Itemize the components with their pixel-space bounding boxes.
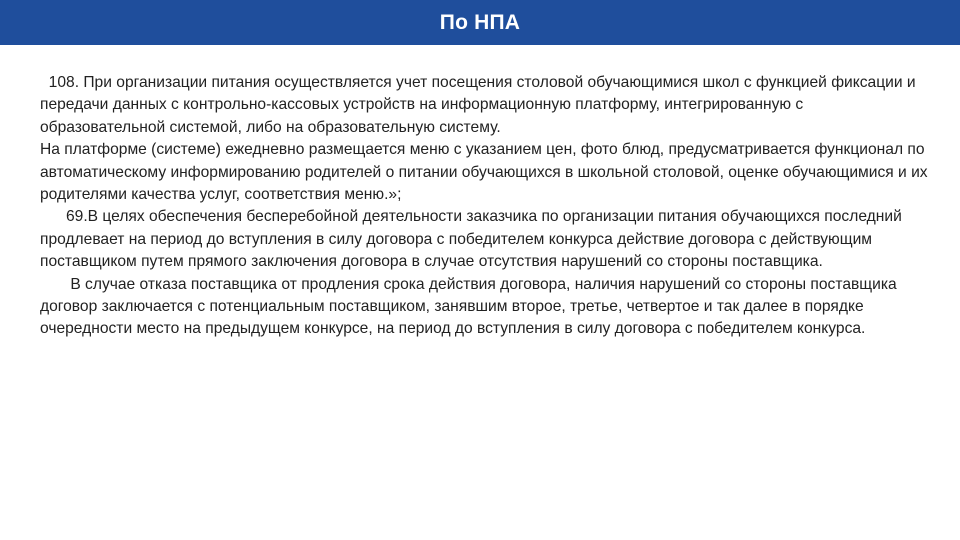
slide-body-text bbox=[40, 72, 930, 341]
slide-title: По НПА bbox=[439, 10, 521, 34]
slide-header-bar bbox=[0, 0, 960, 45]
paragraph-69: 69.В целях обеспечения бесперебойной деятельности заказчика по организации питания обучающихся последний продлевает на период до вступления в силу договора с победителем конкурса действие договора с действующим поставщиком путем прямого заключения договора в случае отсутствия нарушений со стороны поставщика. bbox=[40, 208, 907, 271]
paragraph-supplier-refusal: В случае отказа поставщика от продления срока действия договора, наличия нарушений со стороны поставщика договор заключается с потенциальным поставщиком, занявшим второе, третье, четвертое и так далее в порядке очередности место на предыдущем конкурсе, на период до вступления в силу договора с победителем конкурса. bbox=[40, 275, 901, 338]
paragraph-108: 108. При организации питания осуществляется учет посещения столовой обучающимися школ с функцией фиксации и передачи данных с контрольно-кассовых устройств на информационную платформу, интегрированную с образовательной системой, либо на образовательную систему. bbox=[40, 74, 920, 136]
paragraph-platform-menu: На платформе (системе) ежедневно размещается меню с указанием цен, фото блюд, предусматривается функционал по автоматическому информированию родителей о питании обучающихся в школьной столовой, оценке обучающимися и их родителями качества услуг, соответствия меню.»; bbox=[40, 141, 932, 204]
